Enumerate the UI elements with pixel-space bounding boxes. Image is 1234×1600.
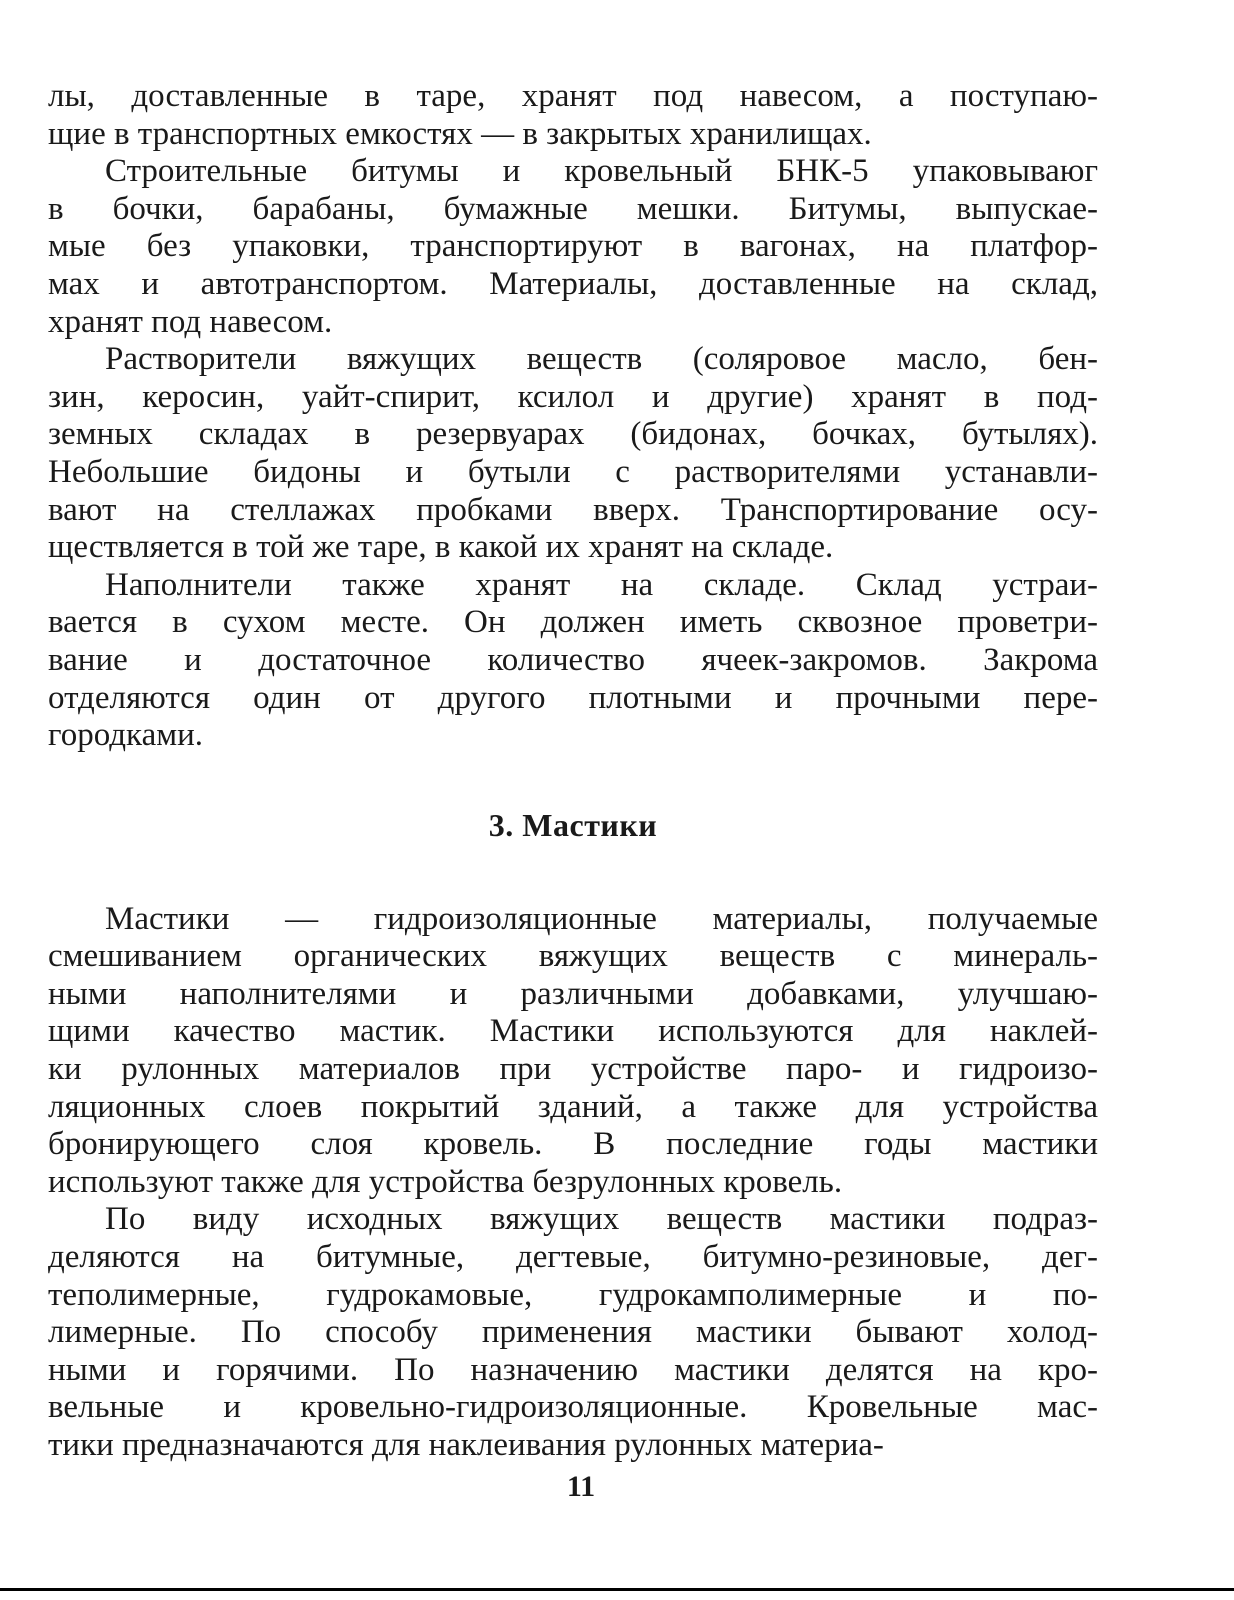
text-line: ными наполнителями и различными добавками, улучшаю- [48,975,1098,1012]
text-line: щие в транспортных емкостях — в закрытых хранилищах. [48,115,872,152]
paragraph [48,567,1098,755]
page-body [48,78,1098,1465]
text-line: мые без упаковки, транспортируют в вагонах, на платфор- [48,228,1098,265]
text-line: ными и горячими. По назначению мастики делятся на кро- [48,1351,1098,1388]
paragraph [48,341,1098,567]
section-heading: 3. Мастики [488,806,658,843]
spacer [48,845,1098,901]
text-line: Строительные битумы и кровельный БНК-5 упаковываюг [105,153,1098,190]
paragraph [48,901,1098,1202]
text-block-bottom [48,901,1098,1465]
text-line: теполимерные, гудрокамовые, гудрокамполимерные и по- [48,1276,1098,1313]
text-line: деляются на битумные, дегтевые, битумно-резиновые, дег- [48,1239,1098,1276]
text-line: мах и автотранспортом. Материалы, доставленные на склад, [48,265,1098,302]
text-line: лы, доставленные в таре, хранят под навесом, а поступаю- [48,78,1098,114]
text-line: вают на стеллажах пробками вверх. Транспортирование осу- [48,491,1098,528]
text-line: ществляется в той же таре, в какой их хранят на складе. [48,529,834,566]
page-number: 11 [566,1470,596,1503]
text-line: щими качество мастик. Мастики используются для наклей- [48,1013,1098,1050]
text-line: хранят под навесом. [48,303,333,340]
text-line: вельные и кровельно-гидроизоляционные. Кровельные мас- [48,1389,1098,1426]
text-line: Небольшие бидоны и бутыли с растворителями устанавли- [48,453,1098,490]
text-line: По виду исходных вяжущих веществ мастики подраз- [105,1201,1098,1238]
text-line: бронирующего слоя кровель. В последние годы мастики [48,1126,1098,1163]
text-line: смешиванием органических вяжущих веществ с минераль- [48,938,1098,975]
text-line: Мастики — гидроизоляционные материалы, получаемые [105,900,1098,937]
text-line: в бочки, барабаны, бумажные мешки. Битумы, выпускае- [48,190,1098,227]
bottom-rule [0,1588,1234,1591]
paragraph [48,78,1098,153]
paragraph [48,153,1098,341]
text-line: отделяются один от другого плотными и прочными пере- [48,679,1098,716]
text-line: вается в сухом месте. Он должен иметь сквозное проветри- [48,604,1098,641]
paragraph [48,1201,1098,1464]
text-line: вание и достаточное количество ячеек-закромов. Закрома [48,641,1098,678]
text-line: земных складах в резервуарах (бидонах, бочках, бутылях). [48,416,1098,453]
text-line: используют также для устройства безрулонных кровель. [48,1163,843,1200]
text-line: тики предназначаются для наклеивания рулонных материа- [48,1427,884,1463]
text-line: Растворители вяжущих веществ (соляровое масло, бен- [105,341,1098,378]
text-line: ки рулонных материалов при устройстве паро- и гидроизо- [48,1051,1098,1088]
text-block-top [48,78,1098,755]
text-line: городками. [48,717,204,754]
text-line: Наполнители также хранят на складе. Склад устраи- [105,566,1098,603]
text-line: ляционных слоев покрытий зданий, а также для устройства [48,1088,1098,1125]
text-line: лимерные. По способу применения мастики бывают холод- [48,1314,1098,1351]
text-line: зин, керосин, уайт-спирит, ксилол и другие) хранят в под- [48,378,1098,415]
spacer [48,755,1098,805]
